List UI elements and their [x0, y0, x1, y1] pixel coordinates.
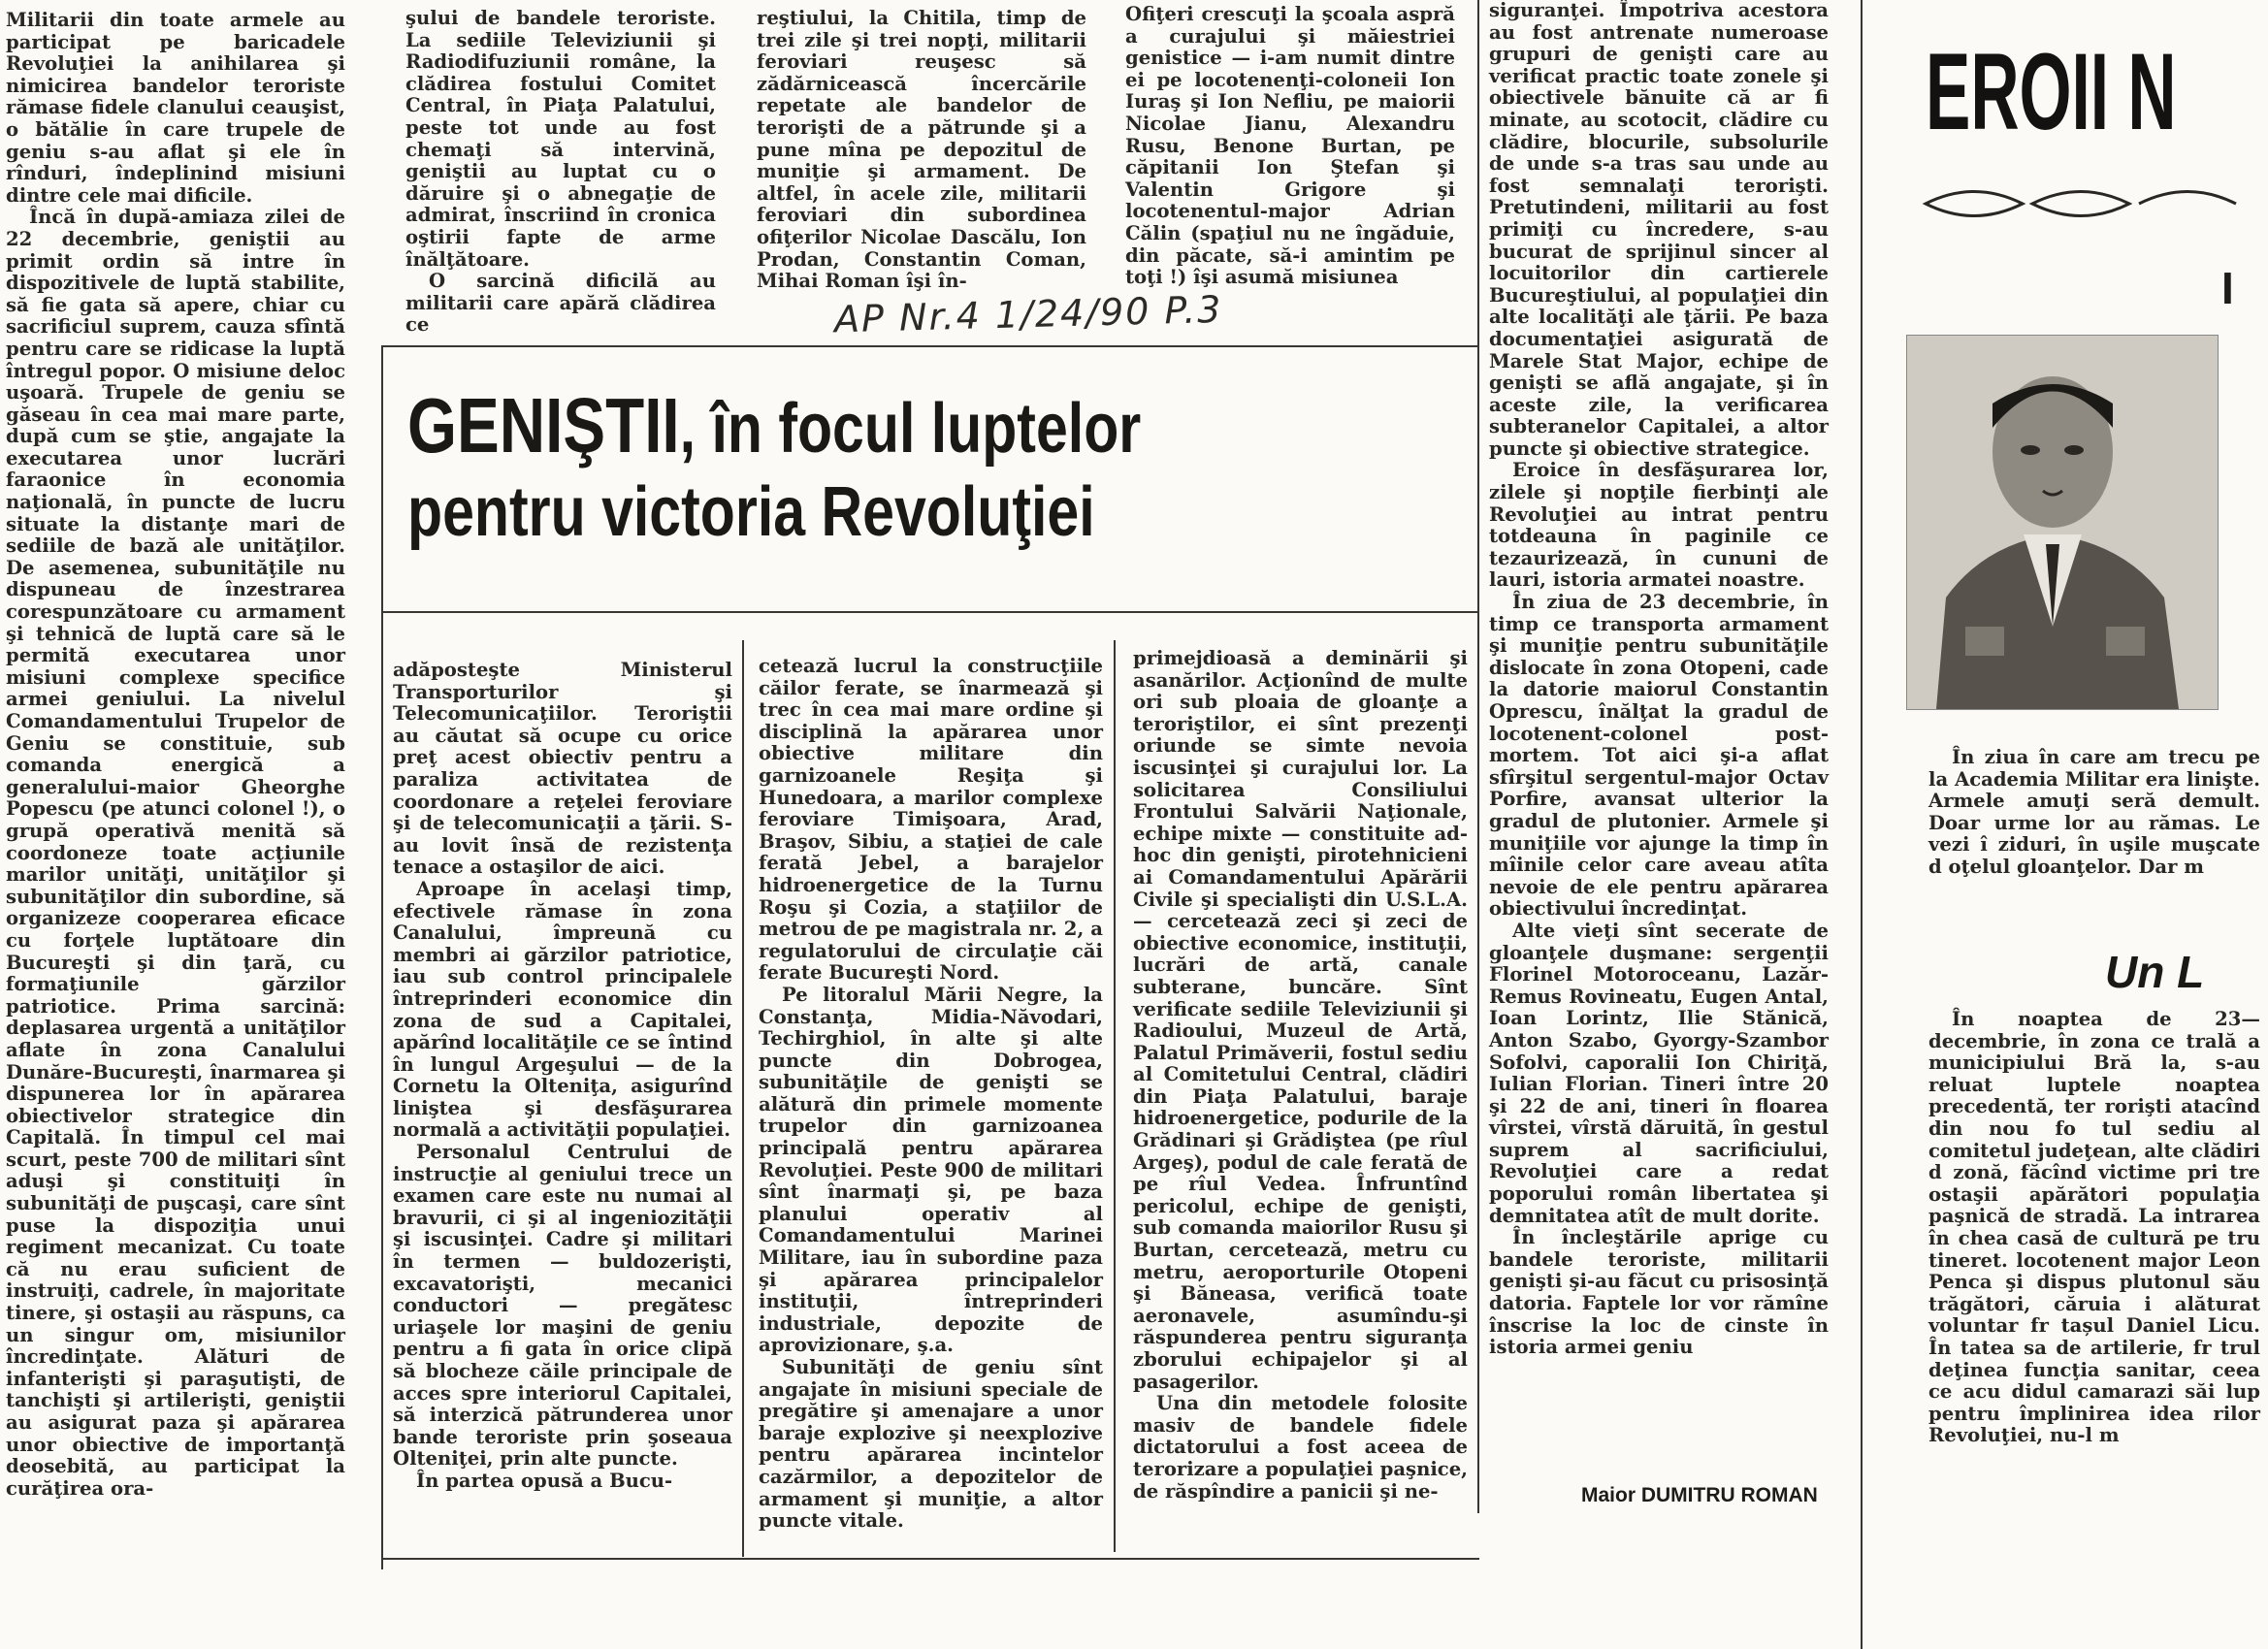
headline-line-1: [407, 384, 1243, 470]
paragraph: În noaptea de 23— decembrie, în zona ce trală a municipiului Bră la, s-au reluat luptele noaptea precedentă, ter rorişti atacînd din nou fo tul sediu al comitetul judeţean, alte clădiri d zonă, făcînd victime pri tre ostaşii apărători populaţia paşnică de stradă. La intrarea în chea casă de cultură pe tru tineret. locotenent major Leon Penca şi dispus plutonul său trăgători, căruia i alăturat voluntar fr tașul Daniel Licu. În tatea sa de artilerie, fr trul deţinea funcţia sanitar, ceea ce acu didul camarazi săi lup pentru împlinirea idea rilor Revoluţiei, nu-l m: [1928, 1008, 2260, 1447]
paragraph: primejdioasă a deminării şi asanărilor. Acţionînd de multe ori sub ploaia de gloanţe a teroriştilor, ei sînt prezenţi oriunde se simte nevoia iscusinţei şi curajului lor. La solicitarea Consiliului Frontului Salvării Naţionale, echipe mixte — constituite ad-hoc din genişti, pirotehnicieni ai Comandamentului Apărării Civile şi specialişti din U.S.L.A. — cercetează zeci şi zeci de obiective economice, instituţii, lucrări de artă, canale subterane, buncăre. Sînt verificate sediile Televiziunii şi Radioului, Muzeul de Artă, Palatul Primăverii, fostul sediu al Comitetului Central, clădiri din Piaţa Palatului, baraje hidroenergetice, podurile de la Grădinari şi Grădiştea (pe rîul Argeş), podul de cale ferată de pe rîul Vedea. Înfruntînd pericolul, echipe de genişti, sub comanda maiorilor Rusu şi Burtan, cercetează, metru cu metru, aeroporturile Otopeni şi Băneasa, verifică toate aeronavele, asumîndu-şi răspunderea pentru siguranţa zborului echipajelor şi al pasagerilor.: [1133, 647, 1468, 1393]
top-column-1: [6, 10, 345, 1562]
right-article-title: EROII N: [1926, 31, 2177, 152]
byline: Maior DUMITRU ROMAN: [1581, 1484, 1818, 1506]
decorative-ornament: [1916, 170, 2236, 238]
right-article-column-2: [1928, 1009, 2260, 1639]
lower-column-1: [393, 660, 732, 1552]
right-article-subhead: Un L: [2105, 947, 2205, 997]
top-column-4: [1125, 4, 1455, 295]
paragraph: Încă în după-amiaza zilei de 22 decembrie, geniştii au primit ordin să intre în dispozitivele de luptă stabilite, să fie gata să apere, chiar cu sacrificiul suprem, cauza sfîntă pentru care se ridicase la luptă întregul popor. O misiune deloc uşoară. Trupele de geniu se găseau în cea mai mare parte, după cum se ştie, angajate la executarea unor lucrări faraonice în economia naţională, în puncte de lucru situate la distanţe mari de sediile de bază ale unităţilor. De asemenea, subunităţile nu dispuneau de înzestrarea corespunzătoare cu armament şi tehnică de luptă care să le permită executarea unor misiuni complexe specifice armei geniului. La nivelul Comandamentului Trupelor de Geniu se constituie, sub comanda energică a generalului-maior Gheorghe Popescu (pe atunci colonel !), o grupă operativă menită să coordoneze toate acţiunile marilor unităţi, unităţilor şi subunităţilor din subordine, să organizeze cooperarea eficace cu forţele luptătoare din Bucureşti şi din ţară, cu formaţiunile gărzilor patriotice. Prima sarcină: deplasarea urgentă a unităţilor aflate în zona Canalului Dunăre-Bucureşti, înarmarea şi dispunerea lor în apărarea obiectivelor strategice din Capitală. În timpul cel mai scurt, peste 700 de militari sînt aduşi şi constituiţi în subunităţi de puşcaşi, care sînt puse la dispoziţia unui regiment mecanizat. Cu toate că nu erau suficient de instruiţi, cadrele, în majoritate tinere, şi ostaşii au răspuns, ca un singur om, misiunilor încredinţate. Alături de infanterişti şi paraşutişti, de tanchişti şi artilerişti, geniştii au asigurat paza şi apărarea unor obiective de importanţă deosebită, au participat la curăţirea ora-: [6, 206, 345, 1500]
top-column-2: [405, 7, 716, 337]
paragraph: În ziua de 23 decembrie, în timp ce transporta armament şi muniţie pentru subunităţile dislocate în zona Otopeni, cade la datorie maiorul Constantin Oprescu, înălţat la gradul de locotenent-colonel post-mortem. Tot aici şi-a aflat sfîrşitul sergentul-major Octav Porfire, avansat ulterior la gradul de plutonier. Armele şi muniţiile vor ajunge la timp în mîinile celor care aveau atîta nevoie de ele pentru apărarea obiectivului încredinţat.: [1489, 591, 1829, 921]
paragraph: Aproape în acelaşi timp, efectivele rămase în zona Canalului, împreună cu membri ai gărzilor patriotice, iau sub control principalele întreprinderi economice din zona de sud a Capitalei, apărînd localităţile ce se întind în lungul Argeşului — de la Cornetu la Olteniţa, asigurînd liniştea şi desfăşurarea normală a activităţii populaţiei.: [393, 877, 732, 1142]
paragraph: siguranţei. Împotriva acestora au fost antrenate numeroase grupuri de genişti care au verificat practic toate zonele şi obiectivele bănuite că ar fi minate, au scotocit, clădire cu clădire, blocurile, subsolurile de unde s-a tras sau unde au fost semnalaţi terorişti. Pretutindeni, militarii au fost primiţi cu încredere, s-au bucurat de sprijinul sincer al locuitorilor din cartierele Bucureştiului, al populaţiei din alte localităţi ale ţării. Pe baza documentaţiei asigurată de Marele Stat Major, echipe de genişti se află angajate, şi în aceste zile, la verificarea subteranelor Capitalei, a altor puncte şi obiective strategice.: [1489, 0, 1829, 460]
paragraph: Militarii din toate armele au participat pe baricadele Revoluţiei la anihilarea şi nimicirea bandelor teroriste rămase fidele clanului ceauşist, o bătălie în care trupele de geniu s-au aflat şi ele în rînduri, îndeplinind misiuni dintre cele mai dificile.: [6, 9, 345, 207]
paragraph: Ofiţeri crescuţi la şcoala aspră a curajului şi măiestriei genistice — i-am numit dintre ei pe locotenenţi-coloneii Ion Iuraş şi Ion Nefliu, pe maiorii Nicolae Jianu, Alexandru Rusu, Benone Burtan, pe căpitanii Ion Ştefan şi Valentin Grigore şi locotenentul-major Adrian Călin (spaţiul nu ne îngăduie, din păcate, să-i amintim pe toţi !) îşi asumă misiunea: [1125, 3, 1455, 289]
article-headline: [407, 384, 1243, 554]
lower-column-3: [1133, 648, 1468, 1550]
paragraph: Eroice în desfăşurarea lor, zilele şi nopţile fierbinţi ale Revoluţiei au intrat pentru totdeauna în paginile ce tezaurizează, în cununi de lauri, istoria armatei noastre.: [1489, 459, 1829, 592]
top-column-3: [757, 8, 1086, 304]
bottom-rule: [383, 1558, 1479, 1560]
left-article-rule: [381, 345, 383, 1569]
paragraph: Alte vieţi sînt secerate de gloanţele duşmane: sergenţii Florinel Motoroceanu, Lazăr-Remus Rovineatu, Eugen Antal, Ioan Lorintz, Ilie Stănică, Anton Szabo, Gyorgy-Szambor Sofolvi, caporalii Ion Chiriţă, Iulian Florian. Tineri între 20 şi 22 de ani, tineri în floarea vîrstei, vîrstă dăruită, în gestul suprem al sacrificiului, Revoluţiei care a redat poporului român libertatea şi demnitatea atît de mult dorite.: [1489, 919, 1829, 1227]
headline-keyword: GENIŞTII: [407, 382, 680, 469]
portrait-figure: [1907, 336, 2218, 709]
paragraph: Pe litoralul Mării Negre, la Constanţa, Midia-Năvodari, Techirghiol, în alte şi alte puncte din Dobrogea, subunităţile de genişti se alătură din primele momente trupelor din garnizoanea principală pentru apărarea Revoluţiei. Peste 900 de militari sînt înarmaţi şi, pe baza planului operativ al Comandamentului Marinei Militare, iau în subordine paza şi apărarea principalelor instituţii, întreprinderi industriale, depozite de aprovizionare, ş.a.: [759, 983, 1103, 1357]
paragraph: Personalul Centrului de instrucţie al geniului trece un examen care este nu numai al bravurii, ci şi al ingeniozităţii şi iscusinţei. Cadre şi militari în termen — buldozerişti, excavatorişti, mecanici conductori — pregătesc uriaşele lor maşini de geniu pentru a fi gata în orice clipă să blocheze căile principale de acces spre interiorul Capitalei, să interzică pătrunderea unor bande teroriste prin şoseaua Olteniţei, prin alte puncte.: [393, 1141, 732, 1471]
portrait-photo: [1906, 335, 2219, 710]
paragraph: adăposteşte Ministerul Transporturilor şi Telecomunicaţiilor. Teroriştii au căutat să ocupe cu orice preţ acest obiectiv pentru a paraliza activitatea de coordonare a reţelei feroviare şi de telecomunicaţii a ţării. S-au lovit însă de rezistenţa tenace a ostaşilor de aici.: [393, 659, 732, 879]
paragraph: şului de bandele teroriste. La sediile Televiziunii şi Radiodifuziunii române, la clădirea fostului Comitet Central, în Piaţa Palatului, peste tot unde au fost chemaţi să intervină, geniştii au luptat cu o dăruire şi o abnegaţie de admirat, înscriind în cronica oştirii fapte de arme înălţătoare.: [405, 7, 716, 271]
column-rule: [1114, 640, 1116, 1552]
paragraph: În încleştările aprige cu bandele teroriste, militarii genişti şi-au făcut cu prisosinţă datoria. Faptele lor vor rămîne înscrise la loc de cinste în istoria armei geniu: [1489, 1226, 1829, 1359]
paragraph: Subunităţi de geniu sînt angajate în misiuni speciale de pregătire şi amenajare a unor baraje explozive şi neexplozive pentru apărarea incintelor cazărmilor, a depozitelor de armament şi muniţie, a altor puncte vitale.: [759, 1356, 1103, 1533]
headline-top-rule: [383, 345, 1479, 347]
headline-bottom-rule: [383, 611, 1479, 613]
headline-rest: , în focul luptelor: [679, 390, 1142, 468]
paragraph: În ziua în care am trecu pe la Academia Militar era linişte. Armele amuţi seră demult. Doar urme lor au rămas. Le vezi î ziduri, în uşile muşcate d oţelul gloanţelor. Dar m: [1928, 746, 2260, 878]
paragraph: Una din metodele folosite masiv de bandele fidele dictatorului a fost aceea de terorizare a populaţiei paşnice, de răspîndire a panicii şi ne-: [1133, 1392, 1468, 1503]
paragraph: O sarcină dificilă au militarii care apără clădirea ce: [405, 270, 716, 337]
top-column-5: [1489, 0, 1829, 1470]
right-page-rule: [1861, 0, 1863, 1649]
headline-line-2: pentru victoria Revoluţiei: [407, 473, 1095, 551]
right-article-column-1: [1928, 747, 2260, 941]
handwritten-note: AP Nr.4 1/24/90 P.3: [833, 287, 1223, 341]
paragraph: În partea opusă a Bucu-: [416, 1469, 673, 1492]
paragraph: cetează lucrul la construcţiile căilor ferate, se înarmează şi trec în cea mai mare ordine şi disciplină la apărarea unor obiective militare din garnizoanele Reşiţa şi Hunedoara, a marilor complexe feroviare Timişoara, Arad, Braşov, Sibiu, a staţiei de cale ferată Jebel, a barajelor hidroenergetice de la Turnu Roşu şi Cozia, a staţiilor de metrou de pe magistrala nr. 2, a regulatorului de circulaţie căi ferate Bucureşti Nord.: [759, 655, 1103, 985]
lower-column-2: [759, 656, 1103, 1552]
right-article-rule: [1477, 0, 1479, 1513]
right-article-initial: I: [2221, 263, 2234, 313]
paragraph: reştiului, la Chitila, timp de trei zile şi trei nopţi, militarii feroviari reuşesc să zădărnicească încercările repetate ale bandelor de terorişti de a pătrunde şi a pune mîna pe depozitul de muniţie şi armament. De altfel, în acele zile, militarii feroviari din subordinea ofiţerilor Nicolae Dascălu, Ion Prodan, Constantin Coman, Mihai Roman îşi în-: [757, 7, 1086, 293]
column-rule: [742, 640, 744, 1557]
